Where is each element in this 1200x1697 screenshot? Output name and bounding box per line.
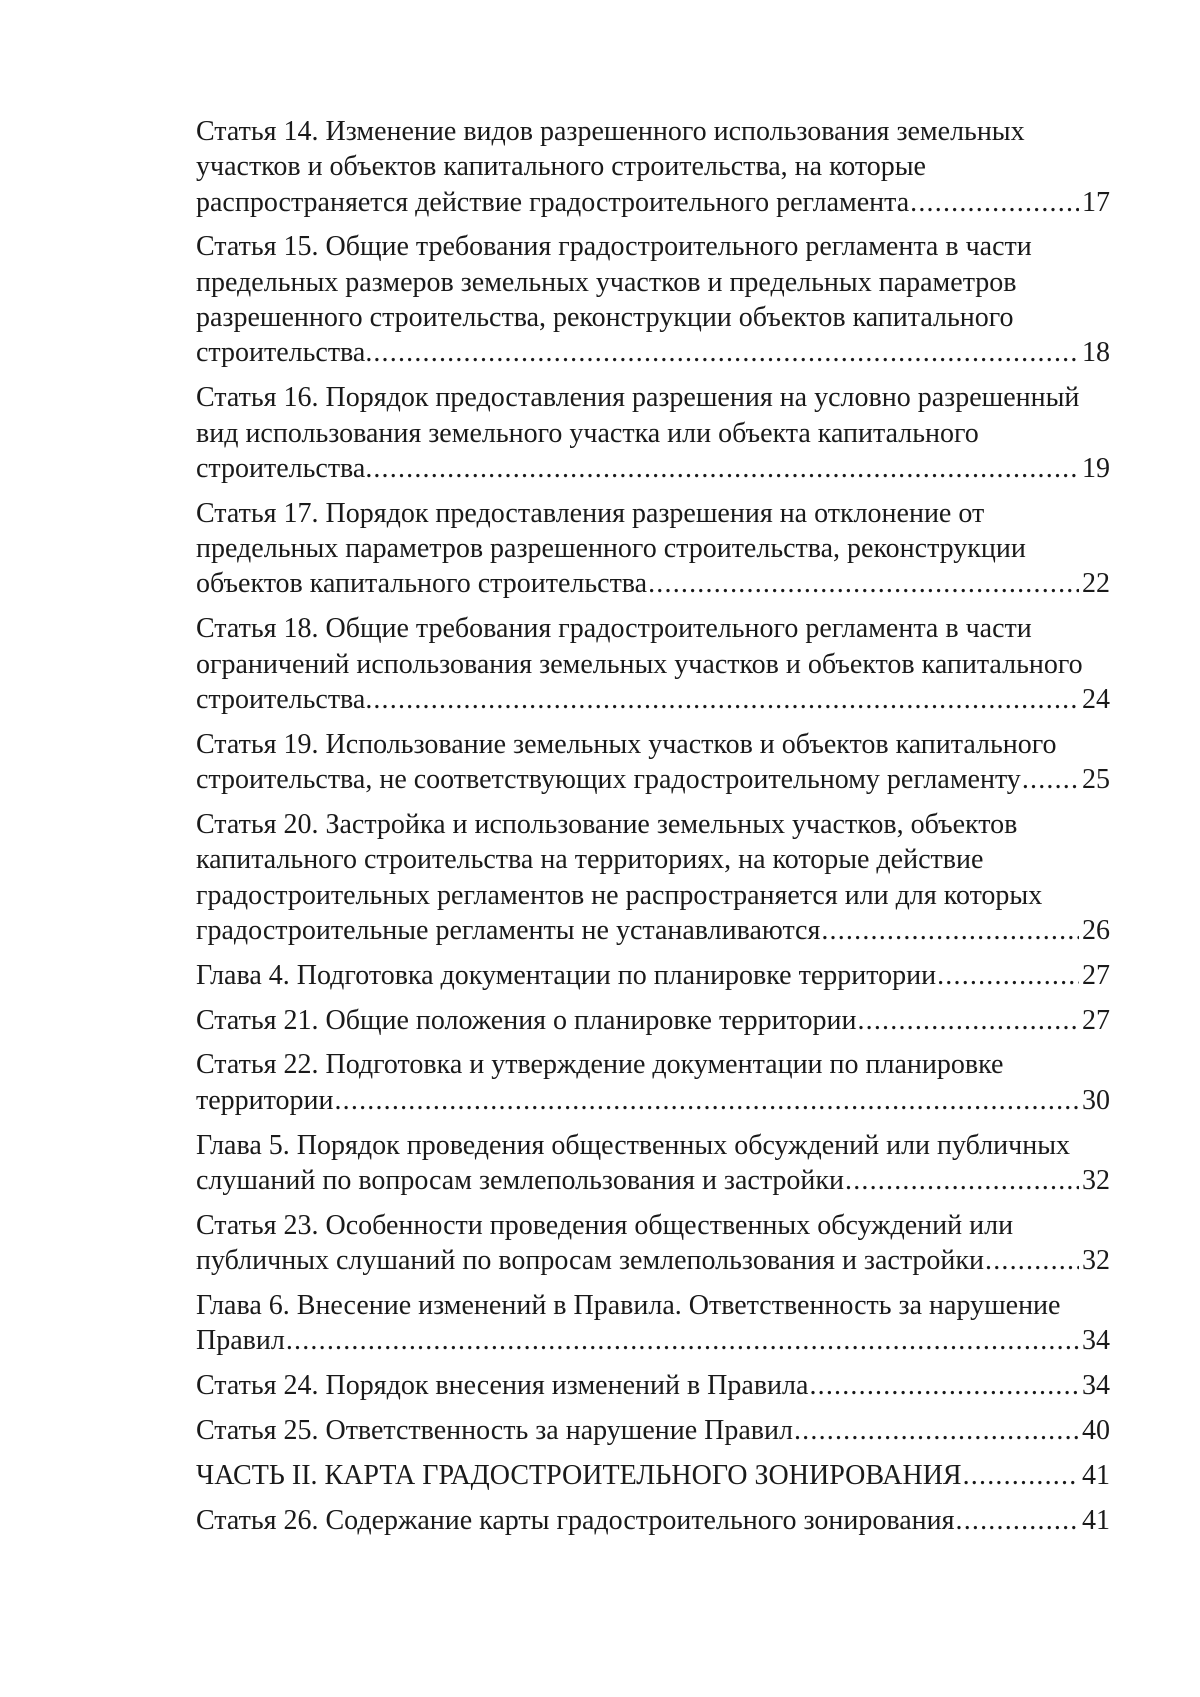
toc-entry-title-line: градостроительных регламентов не распространяется или для которых <box>196 879 1043 911</box>
toc-page-number: 24 <box>1082 683 1110 715</box>
dot-leader <box>809 1368 1079 1403</box>
toc-entry-title-line: Статья 25. Ответственность за нарушение Правил <box>196 1415 793 1447</box>
dot-leader <box>857 1003 1079 1038</box>
dot-leader <box>373 682 1079 717</box>
toc-entry-title-line: вид использования земельного участка или объекта капитального <box>196 417 979 449</box>
toc-entry-title-line: градостроительные регламенты не устанавливаются <box>196 914 821 946</box>
toc-page-number: 30 <box>1082 1084 1110 1116</box>
toc-entry-last-line <box>196 762 1110 797</box>
dot-leader <box>286 1323 1079 1358</box>
toc-entry[interactable] <box>196 1208 1110 1279</box>
toc-entry[interactable] <box>196 229 1110 370</box>
toc-entry-last-line <box>196 1323 1110 1358</box>
toc-entry-title-line: предельных размеров земельных участков и предельных параметров <box>196 266 1017 298</box>
toc-entry[interactable] <box>196 1128 1110 1199</box>
toc-entry-title-line: Статья 20. Застройка и использование земельных участков, объектов <box>196 808 1018 840</box>
toc-entry[interactable] <box>196 380 1110 486</box>
toc-entry-title-line: Статья 19. Использование земельных участков и объектов капитального <box>196 728 1057 760</box>
toc-entry-title-line: публичных слушаний по вопросам землепользования и застройки <box>196 1245 984 1277</box>
toc-entry-title-line: капитального строительства на территориях, на которые действие <box>196 844 984 876</box>
toc-page-number: 26 <box>1082 914 1110 946</box>
toc-entry-last-line <box>196 682 1110 717</box>
toc-entry[interactable] <box>196 1047 1110 1118</box>
toc-entry[interactable] <box>196 1413 1110 1448</box>
toc-page-number: 25 <box>1082 764 1110 796</box>
toc-entry-last-line <box>196 1458 1110 1493</box>
toc-page-number: 18 <box>1082 337 1110 369</box>
toc-page-number: 32 <box>1082 1245 1110 1277</box>
toc-entry-last-line <box>196 1003 1110 1038</box>
toc-page-number: 19 <box>1082 452 1110 484</box>
toc-entry-title-line: Статья 23. Особенности проведения общественных обсуждений или <box>196 1209 1014 1241</box>
dot-leader <box>963 1458 1079 1493</box>
toc-entry-title-line: ограничений использования земельных участков и объектов капитального <box>196 648 1083 680</box>
toc-entry-title-line: Глава 5. Порядок проведения общественных обсуждений или публичных <box>196 1129 1071 1161</box>
toc-entry-title-line: территории <box>196 1084 334 1116</box>
dot-leader <box>845 1163 1079 1198</box>
toc-entry-last-line <box>196 1503 1110 1538</box>
toc-entry-title-line: предельных параметров разрешенного строительства, реконструкции <box>196 533 1026 565</box>
toc-entry-last-line <box>196 185 1110 220</box>
table-of-contents <box>196 114 1110 1548</box>
toc-entry[interactable] <box>196 114 1110 220</box>
toc-page-number: 22 <box>1082 568 1110 600</box>
toc-entry-title-line: распространяется действие градостроительного регламента <box>196 186 910 218</box>
toc-entry[interactable] <box>196 807 1110 948</box>
toc-entry-title-line: строительства, не соответствующих градостроительному регламенту <box>196 764 1021 796</box>
toc-entry-last-line <box>196 335 1110 370</box>
toc-page-number: 41 <box>1082 1504 1110 1536</box>
toc-entry[interactable] <box>196 611 1110 717</box>
toc-entry[interactable] <box>196 1458 1110 1493</box>
toc-entry[interactable] <box>196 1368 1110 1403</box>
dot-leader <box>956 1503 1080 1538</box>
toc-entry-last-line <box>196 1413 1110 1448</box>
dot-leader <box>985 1243 1079 1278</box>
toc-entry-title-line: Статья 22. Подготовка и утверждение документации по планировке <box>196 1049 1004 1081</box>
toc-page-number: 34 <box>1082 1370 1110 1402</box>
toc-entry-title-line: Статья 26. Содержание карты градостроительного зонирования <box>196 1504 955 1536</box>
toc-entry-title-line: Статья 24. Порядок внесения изменений в Правила <box>196 1370 809 1402</box>
toc-entry-last-line <box>196 566 1110 601</box>
toc-entry-title-line: участков и объектов капитального строительства, на которые <box>196 151 926 183</box>
dot-leader <box>821 913 1079 948</box>
dot-leader <box>334 1083 1079 1118</box>
toc-entry-title-line: Статья 14. Изменение видов разрешенного использования земельных <box>196 116 1025 147</box>
dot-leader <box>648 566 1079 601</box>
dot-leader <box>910 185 1079 220</box>
toc-entry-last-line <box>196 1083 1110 1118</box>
dot-leader <box>794 1413 1079 1448</box>
toc-entry[interactable] <box>196 1003 1110 1038</box>
toc-entry-last-line <box>196 913 1110 948</box>
toc-entry[interactable] <box>196 1288 1110 1359</box>
toc-entry-title-line: слушаний по вопросам землепользования и застройки <box>196 1164 844 1196</box>
toc-entry-title-line: ЧАСТЬ II. КАРТА ГРАДОСТРОИТЕЛЬНОГО ЗОНИРОВАНИЯ <box>196 1460 962 1491</box>
toc-entry[interactable] <box>196 1503 1110 1538</box>
toc-entry-last-line <box>196 1163 1110 1198</box>
toc-page-number: 32 <box>1082 1164 1110 1196</box>
toc-entry-last-line <box>196 451 1110 486</box>
toc-entry-title-line: Глава 6. Внесение изменений в Правила. Ответственность за нарушение <box>196 1290 1061 1322</box>
toc-page-number: 27 <box>1082 1004 1110 1036</box>
toc-entry[interactable] <box>196 496 1110 602</box>
toc-entry-title-line: строительства. <box>196 337 373 369</box>
toc-entry-title-line: Статья 17. Порядок предоставления разрешения на отклонение от <box>196 497 985 529</box>
toc-entry-title-line: Статья 21. Общие положения о планировке территории <box>196 1004 857 1036</box>
toc-page-number: 34 <box>1082 1325 1110 1357</box>
dot-leader <box>1022 762 1079 797</box>
toc-entry-title-line: Статья 16. Порядок предоставления разрешения на условно разрешенный <box>196 382 1080 414</box>
toc-page-number: 17 <box>1082 186 1110 218</box>
toc-page-number: 41 <box>1082 1460 1110 1491</box>
dot-leader <box>937 958 1079 993</box>
toc-entry-title-line: Правил <box>196 1325 285 1357</box>
toc-entry[interactable] <box>196 727 1110 798</box>
toc-entry-title-line: строительства. <box>196 452 373 484</box>
toc-entry[interactable] <box>196 958 1110 993</box>
toc-entry-title-line: Глава 4. Подготовка документации по планировке территории <box>196 959 937 991</box>
toc-entry-title-line: объектов капитального строительства <box>196 568 648 600</box>
toc-entry-title-line: строительства. <box>196 683 373 715</box>
toc-entry-title-line: разрешенного строительства, реконструкции объектов капитального <box>196 302 1014 334</box>
toc-entry-last-line <box>196 958 1110 993</box>
dot-leader <box>373 451 1079 486</box>
toc-page-number: 27 <box>1082 959 1110 991</box>
toc-entry-last-line <box>196 1243 1110 1278</box>
toc-entry-last-line <box>196 1368 1110 1403</box>
toc-page-number: 40 <box>1082 1415 1110 1447</box>
toc-entry-title-line: Статья 18. Общие требования градостроительного регламента в части <box>196 613 1032 645</box>
dot-leader <box>373 335 1079 370</box>
toc-entry-title-line: Статья 15. Общие требования градостроительного регламента в части <box>196 231 1032 263</box>
